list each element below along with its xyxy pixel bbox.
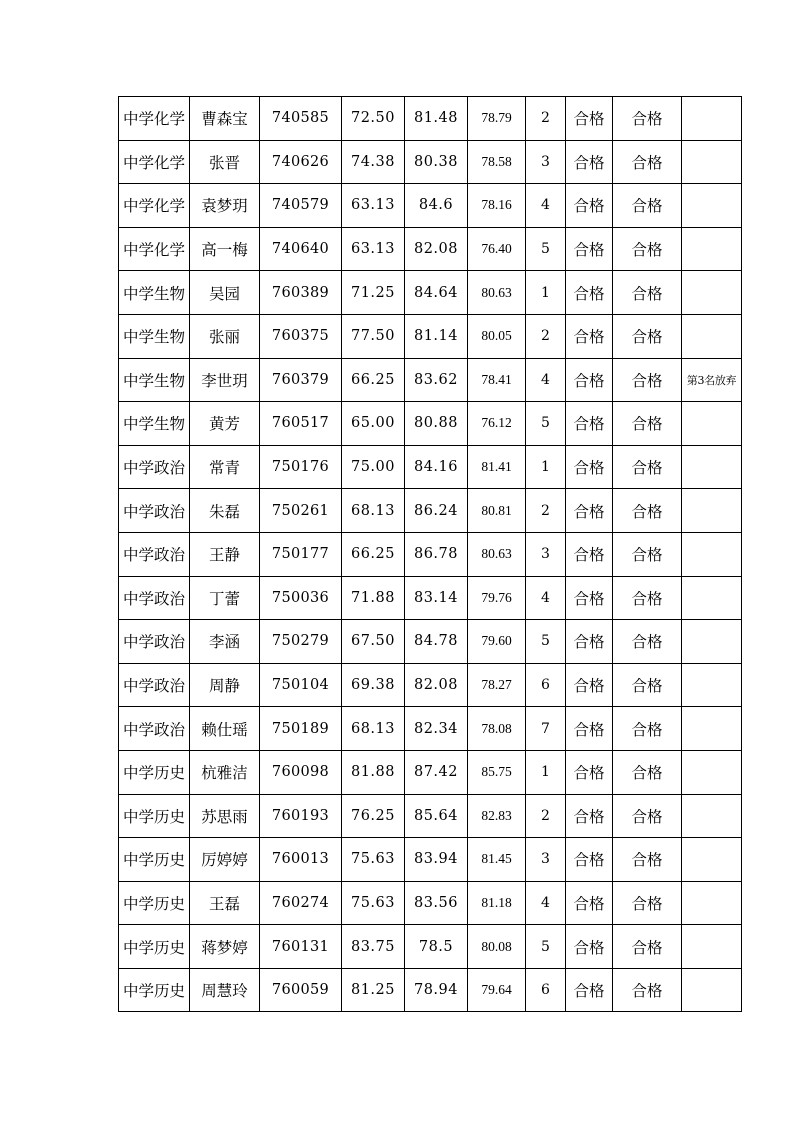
written-score-cell: 69.38 [342, 663, 405, 707]
physical-exam-cell: 合格 [566, 532, 613, 576]
inspection-cell: 合格 [613, 707, 682, 751]
written-score-cell: 67.50 [342, 620, 405, 664]
written-score-cell: 71.88 [342, 576, 405, 620]
name-cell: 王磊 [190, 881, 260, 925]
exam-id-cell: 750036 [260, 576, 342, 620]
subject-cell: 中学生物 [119, 358, 190, 402]
rank-cell: 5 [526, 925, 566, 969]
interview-score-cell: 82.34 [405, 707, 468, 751]
rank-cell: 4 [526, 184, 566, 228]
interview-score-cell: 82.08 [405, 663, 468, 707]
note-cell [682, 532, 742, 576]
subject-cell: 中学政治 [119, 445, 190, 489]
inspection-cell: 合格 [613, 663, 682, 707]
total-score-cell: 80.63 [468, 271, 526, 315]
name-cell: 曹森宝 [190, 97, 260, 141]
inspection-cell: 合格 [613, 314, 682, 358]
exam-id-cell: 750177 [260, 532, 342, 576]
note-cell [682, 140, 742, 184]
written-score-cell: 65.00 [342, 402, 405, 446]
table-row [119, 532, 742, 576]
subject-cell: 中学政治 [119, 620, 190, 664]
physical-exam-cell: 合格 [566, 97, 613, 141]
physical-exam-cell: 合格 [566, 576, 613, 620]
table-row [119, 227, 742, 271]
physical-exam-cell: 合格 [566, 227, 613, 271]
note-cell [682, 707, 742, 751]
exam-id-cell: 750261 [260, 489, 342, 533]
physical-exam-cell: 合格 [566, 184, 613, 228]
written-score-cell: 75.00 [342, 445, 405, 489]
note-cell [682, 968, 742, 1012]
exam-id-cell: 760193 [260, 794, 342, 838]
note-cell [682, 227, 742, 271]
rank-cell: 5 [526, 402, 566, 446]
physical-exam-cell: 合格 [566, 314, 613, 358]
physical-exam-cell: 合格 [566, 402, 613, 446]
name-cell: 厉婷婷 [190, 838, 260, 882]
total-score-cell: 79.64 [468, 968, 526, 1012]
subject-cell: 中学政治 [119, 532, 190, 576]
subject-cell: 中学历史 [119, 925, 190, 969]
physical-exam-cell: 合格 [566, 271, 613, 315]
rank-cell: 4 [526, 576, 566, 620]
written-score-cell: 71.25 [342, 271, 405, 315]
note-cell [682, 620, 742, 664]
note-cell [682, 750, 742, 794]
written-score-cell: 83.75 [342, 925, 405, 969]
total-score-cell: 78.16 [468, 184, 526, 228]
rank-cell: 2 [526, 489, 566, 533]
subject-cell: 中学生物 [119, 402, 190, 446]
interview-score-cell: 78.94 [405, 968, 468, 1012]
written-score-cell: 66.25 [342, 532, 405, 576]
name-cell: 张晋 [190, 140, 260, 184]
name-cell: 蒋梦婷 [190, 925, 260, 969]
rank-cell: 3 [526, 838, 566, 882]
written-score-cell: 81.88 [342, 750, 405, 794]
subject-cell: 中学化学 [119, 140, 190, 184]
name-cell: 苏思雨 [190, 794, 260, 838]
table-row [119, 576, 742, 620]
subject-cell: 中学政治 [119, 489, 190, 533]
inspection-cell: 合格 [613, 881, 682, 925]
note-cell [682, 97, 742, 141]
physical-exam-cell: 合格 [566, 925, 613, 969]
physical-exam-cell: 合格 [566, 881, 613, 925]
name-cell: 李涵 [190, 620, 260, 664]
physical-exam-cell: 合格 [566, 620, 613, 664]
subject-cell: 中学化学 [119, 227, 190, 271]
interview-score-cell: 86.78 [405, 532, 468, 576]
table-row [119, 663, 742, 707]
rank-cell: 3 [526, 140, 566, 184]
written-score-cell: 66.25 [342, 358, 405, 402]
name-cell: 李世玥 [190, 358, 260, 402]
subject-cell: 中学生物 [119, 314, 190, 358]
table-row [119, 358, 742, 402]
total-score-cell: 78.79 [468, 97, 526, 141]
exam-id-cell: 750104 [260, 663, 342, 707]
name-cell: 周静 [190, 663, 260, 707]
physical-exam-cell: 合格 [566, 489, 613, 533]
name-cell: 赖仕瑶 [190, 707, 260, 751]
note-cell [682, 925, 742, 969]
total-score-cell: 79.60 [468, 620, 526, 664]
inspection-cell: 合格 [613, 140, 682, 184]
interview-score-cell: 83.14 [405, 576, 468, 620]
note-cell [682, 184, 742, 228]
total-score-cell: 81.18 [468, 881, 526, 925]
total-score-cell: 76.40 [468, 227, 526, 271]
physical-exam-cell: 合格 [566, 838, 613, 882]
name-cell: 杭雅洁 [190, 750, 260, 794]
interview-score-cell: 80.38 [405, 140, 468, 184]
interview-score-cell: 83.62 [405, 358, 468, 402]
results-table [118, 96, 742, 1012]
table-row [119, 750, 742, 794]
note-cell [682, 489, 742, 533]
rank-cell: 1 [526, 750, 566, 794]
physical-exam-cell: 合格 [566, 140, 613, 184]
subject-cell: 中学化学 [119, 184, 190, 228]
written-score-cell: 77.50 [342, 314, 405, 358]
written-score-cell: 76.25 [342, 794, 405, 838]
subject-cell: 中学政治 [119, 576, 190, 620]
physical-exam-cell: 合格 [566, 445, 613, 489]
rank-cell: 6 [526, 968, 566, 1012]
interview-score-cell: 85.64 [405, 794, 468, 838]
name-cell: 黄芳 [190, 402, 260, 446]
interview-score-cell: 83.56 [405, 881, 468, 925]
total-score-cell: 79.76 [468, 576, 526, 620]
exam-id-cell: 760274 [260, 881, 342, 925]
inspection-cell: 合格 [613, 968, 682, 1012]
exam-id-cell: 760059 [260, 968, 342, 1012]
total-score-cell: 78.08 [468, 707, 526, 751]
note-cell [682, 881, 742, 925]
exam-id-cell: 760517 [260, 402, 342, 446]
note-cell [682, 576, 742, 620]
rank-cell: 2 [526, 97, 566, 141]
exam-id-cell: 760389 [260, 271, 342, 315]
physical-exam-cell: 合格 [566, 750, 613, 794]
rank-cell: 1 [526, 445, 566, 489]
name-cell: 常青 [190, 445, 260, 489]
written-score-cell: 63.13 [342, 184, 405, 228]
inspection-cell: 合格 [613, 271, 682, 315]
subject-cell: 中学历史 [119, 750, 190, 794]
inspection-cell: 合格 [613, 750, 682, 794]
inspection-cell: 合格 [613, 97, 682, 141]
inspection-cell: 合格 [613, 358, 682, 402]
table-row [119, 97, 742, 141]
inspection-cell: 合格 [613, 925, 682, 969]
total-score-cell: 76.12 [468, 402, 526, 446]
table-row [119, 140, 742, 184]
inspection-cell: 合格 [613, 838, 682, 882]
table-row [119, 925, 742, 969]
subject-cell: 中学政治 [119, 663, 190, 707]
total-score-cell: 81.45 [468, 838, 526, 882]
exam-id-cell: 760098 [260, 750, 342, 794]
rank-cell: 2 [526, 794, 566, 838]
table-row [119, 184, 742, 228]
subject-cell: 中学历史 [119, 838, 190, 882]
subject-cell: 中学历史 [119, 794, 190, 838]
interview-score-cell: 82.08 [405, 227, 468, 271]
physical-exam-cell: 合格 [566, 663, 613, 707]
written-score-cell: 74.38 [342, 140, 405, 184]
inspection-cell: 合格 [613, 489, 682, 533]
interview-score-cell: 84.64 [405, 271, 468, 315]
exam-id-cell: 760013 [260, 838, 342, 882]
rank-cell: 5 [526, 620, 566, 664]
interview-score-cell: 87.42 [405, 750, 468, 794]
table-row [119, 881, 742, 925]
interview-score-cell: 84.78 [405, 620, 468, 664]
exam-id-cell: 740579 [260, 184, 342, 228]
inspection-cell: 合格 [613, 184, 682, 228]
subject-cell: 中学化学 [119, 97, 190, 141]
interview-score-cell: 81.48 [405, 97, 468, 141]
physical-exam-cell: 合格 [566, 707, 613, 751]
note-cell [682, 794, 742, 838]
written-score-cell: 81.25 [342, 968, 405, 1012]
rank-cell: 7 [526, 707, 566, 751]
name-cell: 周慧玲 [190, 968, 260, 1012]
physical-exam-cell: 合格 [566, 358, 613, 402]
interview-score-cell: 83.94 [405, 838, 468, 882]
written-score-cell: 75.63 [342, 881, 405, 925]
physical-exam-cell: 合格 [566, 794, 613, 838]
inspection-cell: 合格 [613, 794, 682, 838]
interview-score-cell: 78.5 [405, 925, 468, 969]
table-row [119, 620, 742, 664]
total-score-cell: 78.41 [468, 358, 526, 402]
total-score-cell: 85.75 [468, 750, 526, 794]
rank-cell: 2 [526, 314, 566, 358]
total-score-cell: 80.08 [468, 925, 526, 969]
written-score-cell: 68.13 [342, 489, 405, 533]
inspection-cell: 合格 [613, 532, 682, 576]
name-cell: 袁梦玥 [190, 184, 260, 228]
written-score-cell: 72.50 [342, 97, 405, 141]
total-score-cell: 78.27 [468, 663, 526, 707]
table-row [119, 402, 742, 446]
note-cell [682, 314, 742, 358]
rank-cell: 4 [526, 881, 566, 925]
interview-score-cell: 86.24 [405, 489, 468, 533]
rank-cell: 3 [526, 532, 566, 576]
exam-id-cell: 740640 [260, 227, 342, 271]
exam-id-cell: 760131 [260, 925, 342, 969]
table-row [119, 968, 742, 1012]
total-score-cell: 81.41 [468, 445, 526, 489]
written-score-cell: 75.63 [342, 838, 405, 882]
table-row [119, 489, 742, 533]
note-cell [682, 663, 742, 707]
physical-exam-cell: 合格 [566, 968, 613, 1012]
name-cell: 吴园 [190, 271, 260, 315]
exam-id-cell: 760379 [260, 358, 342, 402]
table-row [119, 314, 742, 358]
inspection-cell: 合格 [613, 227, 682, 271]
total-score-cell: 82.83 [468, 794, 526, 838]
name-cell: 高一梅 [190, 227, 260, 271]
table-row [119, 794, 742, 838]
interview-score-cell: 84.16 [405, 445, 468, 489]
total-score-cell: 78.58 [468, 140, 526, 184]
written-score-cell: 68.13 [342, 707, 405, 751]
total-score-cell: 80.05 [468, 314, 526, 358]
rank-cell: 1 [526, 271, 566, 315]
interview-score-cell: 80.88 [405, 402, 468, 446]
total-score-cell: 80.63 [468, 532, 526, 576]
table-row [119, 838, 742, 882]
note-cell [682, 838, 742, 882]
exam-id-cell: 760375 [260, 314, 342, 358]
name-cell: 张丽 [190, 314, 260, 358]
exam-id-cell: 750176 [260, 445, 342, 489]
interview-score-cell: 84.6 [405, 184, 468, 228]
total-score-cell: 80.81 [468, 489, 526, 533]
inspection-cell: 合格 [613, 576, 682, 620]
inspection-cell: 合格 [613, 620, 682, 664]
exam-id-cell: 740626 [260, 140, 342, 184]
subject-cell: 中学历史 [119, 881, 190, 925]
exam-id-cell: 740585 [260, 97, 342, 141]
table-body [119, 97, 742, 1012]
interview-score-cell: 81.14 [405, 314, 468, 358]
subject-cell: 中学政治 [119, 707, 190, 751]
table-row [119, 445, 742, 489]
note-cell [682, 271, 742, 315]
inspection-cell: 合格 [613, 445, 682, 489]
exam-id-cell: 750189 [260, 707, 342, 751]
written-score-cell: 63.13 [342, 227, 405, 271]
rank-cell: 5 [526, 227, 566, 271]
name-cell: 王静 [190, 532, 260, 576]
note-cell [682, 445, 742, 489]
name-cell: 丁蕾 [190, 576, 260, 620]
rank-cell: 4 [526, 358, 566, 402]
table-row [119, 271, 742, 315]
table-row [119, 707, 742, 751]
inspection-cell: 合格 [613, 402, 682, 446]
subject-cell: 中学历史 [119, 968, 190, 1012]
name-cell: 朱磊 [190, 489, 260, 533]
exam-id-cell: 750279 [260, 620, 342, 664]
note-cell: 第3名放弃 [682, 358, 742, 402]
rank-cell: 6 [526, 663, 566, 707]
note-cell [682, 402, 742, 446]
subject-cell: 中学生物 [119, 271, 190, 315]
